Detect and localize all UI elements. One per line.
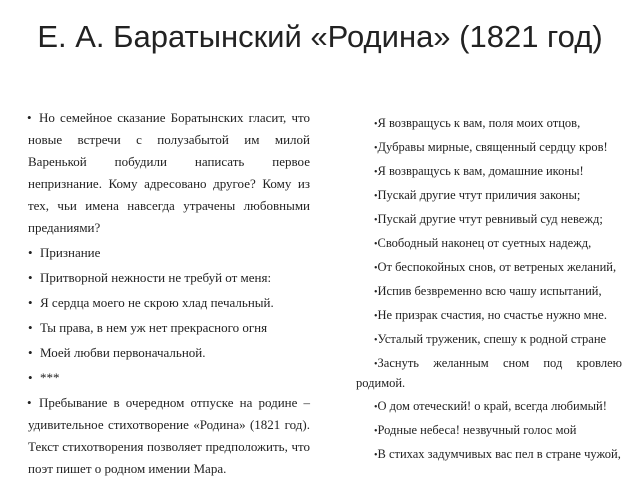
poem-line (356, 138, 622, 158)
bullet-icon: • (28, 295, 33, 310)
bullet-paragraph (28, 342, 310, 364)
bullet-icon: • (374, 263, 378, 274)
bullet-icon: • (28, 245, 33, 260)
paragraph-text: Притворной нежности не требуй от меня: (40, 270, 272, 285)
poem-line-text: Не призрак счастия, но счастье нужно мне. (377, 308, 607, 322)
poem-line-text: Пускай другие чтут приличия законы; (377, 188, 581, 202)
bullet-icon: • (374, 167, 378, 178)
poem-line-text: Испив безвременно всю чашу испытаний, (377, 284, 602, 298)
poem-line-text: О дом отеческий! о край, всегда любимый! (377, 399, 607, 413)
bullet-icon: • (374, 450, 378, 461)
bullet-icon: • (374, 335, 378, 346)
bullet-paragraph (28, 292, 310, 314)
poem-line (356, 306, 622, 326)
poem-line (356, 186, 622, 206)
poem-line (356, 234, 622, 254)
poem-line (356, 282, 622, 302)
bullet-icon: • (28, 320, 33, 335)
poem-line (356, 445, 622, 465)
poem-line-text: Родные небеса! незвучный голос мой (377, 423, 577, 437)
poem-line (356, 354, 622, 393)
poem-line-text: Усталый труженик, спешу к родной стране (377, 332, 607, 346)
paragraph-text: Но семейное сказание Боратынских гласит, что новые встречи с полузабытой им милой Варенькой побудили написать первое непризнание. Кому адресовано другое? Кому из тех, чьи имена навсегда утрачены любовными преданиями? (28, 110, 310, 235)
poem-column (356, 114, 622, 469)
poem-line (356, 210, 622, 230)
paragraph-text: Пребывание в очередном отпуске на родине – удивительное стихотворение «Родина» (1821 год). Текст стихотворения позволяет предположить, что поэт пишет о родном имении Мара. (28, 395, 310, 476)
bullet-icon: • (374, 311, 378, 322)
poem-line (356, 162, 622, 182)
bullet-icon: • (28, 270, 33, 285)
left-text-column (28, 107, 310, 483)
bullet-icon: • (374, 143, 378, 154)
bullet-icon: • (374, 287, 378, 298)
bullet-paragraph (28, 367, 310, 389)
bullet-paragraph (28, 267, 310, 289)
poem-line-text: От беспокойных снов, от ветреных желаний, (377, 260, 617, 274)
poem-line (356, 397, 622, 417)
bullet-paragraph (28, 317, 310, 339)
poem-line (356, 330, 622, 350)
bullet-paragraph (28, 242, 310, 264)
paragraph-text: Я сердца моего не скрою хлад печальный. (40, 295, 274, 310)
bullet-icon: • (28, 345, 33, 360)
poem-line-text: Я возвращусь к вам, домашние иконы! (377, 164, 584, 178)
poem-line-text: Пускай другие чтут ревнивый суд невежд; (377, 212, 603, 226)
bullet-paragraph (28, 107, 310, 239)
poem-line-text: Свободный наконец от суетных надежд, (377, 236, 592, 250)
bullet-icon: • (374, 239, 378, 250)
paragraph-text: *** (40, 370, 60, 385)
bullet-icon: • (374, 359, 378, 370)
bullet-paragraph (28, 392, 310, 480)
poem-line-text: Я возвращусь к вам, поля моих отцов, (377, 116, 581, 130)
poem-line-text: Дубравы мирные, священный сердцу кров! (377, 140, 608, 154)
poem-line-text: В стихах задумчивых вас пел в стране чужой, (377, 447, 621, 461)
bullet-icon: • (27, 395, 32, 410)
bullet-icon: • (28, 370, 33, 385)
poem-line (356, 114, 622, 134)
slide-title: Е. А. Баратынский «Родина» (1821 год) (37, 19, 603, 54)
bullet-icon: • (374, 215, 378, 226)
bullet-icon: • (27, 110, 32, 125)
paragraph-text: Признание (40, 245, 101, 260)
paragraph-text: Ты права, в нем уж нет прекрасного огня (40, 320, 268, 335)
poem-line (356, 258, 622, 278)
paragraph-text: Моей любви первоначальной. (40, 345, 206, 360)
bullet-icon: • (374, 191, 378, 202)
bullet-icon: • (374, 426, 378, 437)
bullet-icon: • (374, 402, 378, 413)
poem-line (356, 421, 622, 441)
poem-line-text: Заснуть желанным сном под кровлею родимой. (356, 356, 622, 390)
bullet-icon: • (374, 119, 378, 130)
